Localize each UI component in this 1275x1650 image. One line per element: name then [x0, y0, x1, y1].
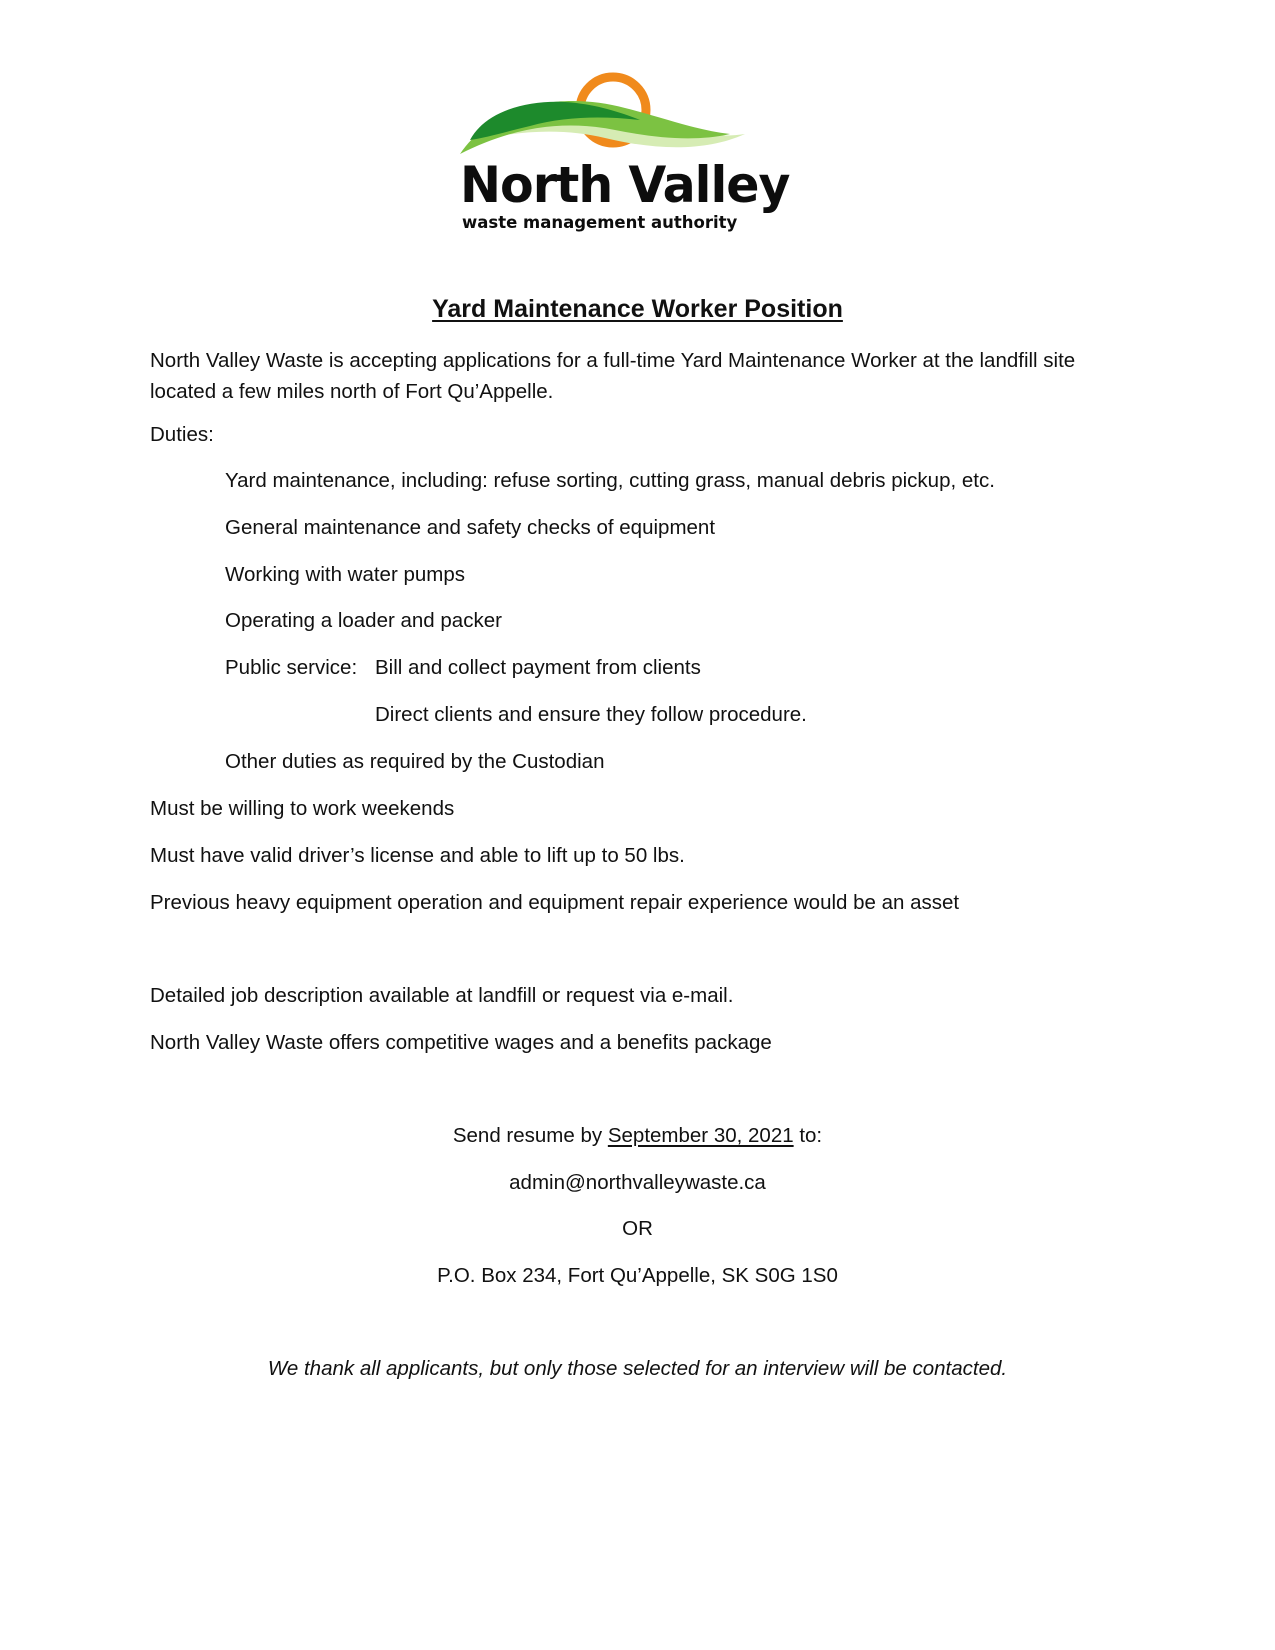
logo-tagline: waste management authority: [462, 213, 738, 232]
send-resume-line: [0, 1120, 1275, 1151]
deadline-date: September 30, 2021: [607, 1124, 794, 1147]
job-description-note: Detailed job description available at landfill or request via e-mail.: [150, 984, 734, 1007]
mailing-address: P.O. Box 234, Fort Qu’Appelle, SK S0G 1S0: [437, 1264, 838, 1287]
requirement-item: Must have valid driver’s license and able to lift up to 50 lbs.: [150, 844, 685, 867]
public-service-label: Public service:: [225, 656, 358, 679]
north-valley-logo: [455, 72, 790, 247]
duty-item: General maintenance and safety checks of equipment: [225, 516, 716, 539]
duty-item: Yard maintenance, including: refuse sorting, cutting grass, manual debris pickup, etc.: [225, 469, 995, 492]
duty-item: Working with water pumps: [225, 563, 466, 586]
requirement-item: Must be willing to work weekends: [150, 797, 455, 820]
duties-heading: Duties:: [150, 423, 214, 446]
page-title: [0, 293, 1275, 325]
logo-wordmark: North Valley: [460, 156, 790, 214]
intro-paragraph: North Valley Waste is accepting applications for a full-time Yard Maintenance Worker at the landfill site located a few miles north of Fort Qu’Appelle.: [150, 349, 1076, 403]
contact-email[interactable]: admin@northvalleywaste.ca: [509, 1171, 766, 1194]
duty-item-other: Other duties as required by the Custodian: [225, 750, 605, 773]
send-resume-suffix: to:: [793, 1124, 823, 1147]
duty-item: Operating a loader and packer: [225, 609, 502, 632]
page-title-text: Yard Maintenance Worker Position: [432, 295, 843, 323]
benefits-note: North Valley Waste offers competitive wages and a benefits package: [150, 1031, 772, 1054]
requirement-item: Previous heavy equipment operation and equipment repair experience would be an asset: [150, 891, 960, 914]
send-resume-prefix: Send resume by: [452, 1124, 608, 1147]
or-separator: OR: [622, 1217, 653, 1240]
public-service-item: Direct clients and ensure they follow procedure.: [375, 703, 807, 726]
public-service-item: Bill and collect payment from clients: [375, 656, 701, 679]
closing-statement: We thank all applicants, but only those selected for an interview will be contacted.: [267, 1357, 1008, 1380]
